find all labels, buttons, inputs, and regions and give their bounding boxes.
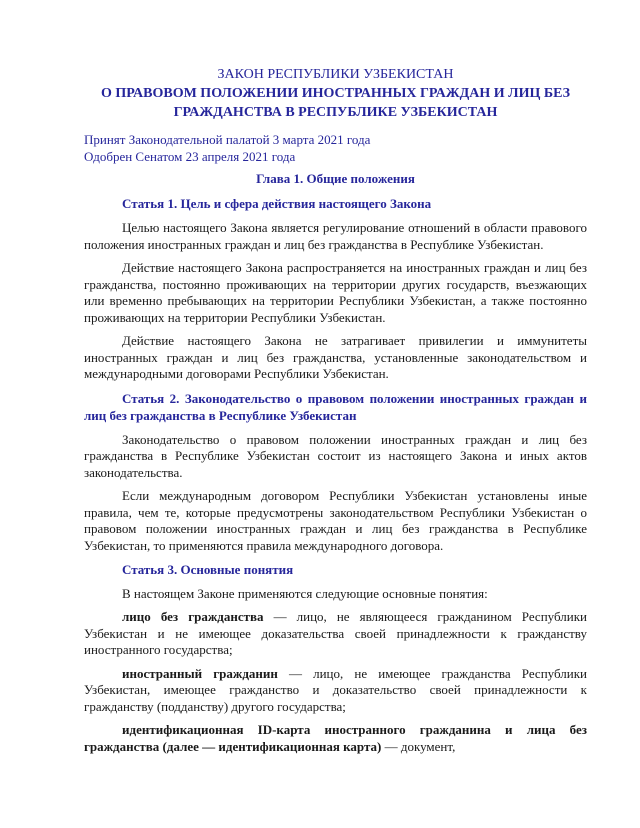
article-1-paragraph-3: Действие настоящего Закона не затрагивает привилегии и иммунитеты иностранных граждан и лиц без гражданства, установленные законодательством и международными договорами Республики Узбекистан. bbox=[84, 333, 587, 382]
chapter-1-heading: Глава 1. Общие положения bbox=[256, 171, 415, 187]
definition-foreign-citizen bbox=[84, 666, 587, 716]
article-3-heading: Статья 3. Основные понятия bbox=[122, 562, 294, 578]
article-1-heading: Статья 1. Цель и сфера действия настоящего Закона bbox=[122, 196, 432, 212]
adoption-meta bbox=[84, 132, 587, 166]
definition-text-foreign-citizen: — лицо, не имеющее гражданства Республики Узбекистан, имеющее гражданство и доказательство своей принадлежности к гражданству (подданству) другого государства; bbox=[84, 665, 587, 714]
definition-stateless-person bbox=[84, 609, 587, 659]
definition-text-id-card: — документ, bbox=[381, 738, 456, 754]
article-2-paragraph-2: Если международным договором Республики Узбекистан установлены иные правила, чем те, которые предусмотрены законодательством Республики Узбекистан о правовом положении иностранных граждан и лиц без гражданства в Республике Узбекистан, то применяются правила международного договора. bbox=[84, 488, 587, 553]
article-2-heading: Статья 2. Законодательство о правовом положении иностранных граждан и лиц без гражданства в Республике Узбекистан bbox=[84, 390, 587, 423]
law-title: ЗАКОН РЕСПУБЛИКИ УЗБЕКИСТАН bbox=[217, 67, 454, 82]
article-3-intro: В настоящем Законе применяются следующие основные понятия: bbox=[122, 585, 488, 601]
definition-term-id-card: идентификационная ID-карта иностранного гражданина и лица без гражданства (далее — идентификационная карта) bbox=[84, 722, 587, 754]
definition-term-foreign-citizen: иностранный гражданин bbox=[122, 665, 278, 681]
law-subtitle: О ПРАВОВОМ ПОЛОЖЕНИИ ИНОСТРАННЫХ ГРАЖДАН И ЛИЦ БЕЗ ГРАЖДАНСТВА В РЕСПУБЛИКЕ УЗБЕКИСТАН bbox=[100, 85, 571, 120]
definition-text-stateless-person: — лицо, не являющееся гражданином Республики Узбекистан и не имеющее доказательства своей принадлежности к гражданству иностранного государства; bbox=[84, 609, 587, 658]
article-2-paragraph-1: Законодательство о правовом положении иностранных граждан и лиц без гражданства в Республике Узбекистан состоит из настоящего Закона и иных актов законодательства. bbox=[84, 431, 587, 480]
adopted-line: Принят Законодательной палатой 3 марта 2021 года bbox=[84, 131, 371, 147]
definition-term-stateless-person: лицо без гражданства bbox=[122, 609, 264, 625]
article-1-paragraph-2: Действие настоящего Закона распространяется на иностранных граждан и лиц без гражданства, постоянно проживающих на территории других государств, въезжающих или временно пребывающих на территории Республики Узбекистан, а также постоянно проживающих на территории Республики Узбекистан. bbox=[84, 260, 587, 325]
article-1-paragraph-1: Целью настоящего Закона является регулирование отношений в области правового положения иностранных граждан и лиц без гражданства в Республике Узбекистан. bbox=[84, 220, 587, 252]
definition-id-card bbox=[84, 722, 587, 755]
approved-line: Одобрен Сенатом 23 апреля 2021 года bbox=[84, 148, 296, 164]
document-content bbox=[84, 66, 587, 762]
